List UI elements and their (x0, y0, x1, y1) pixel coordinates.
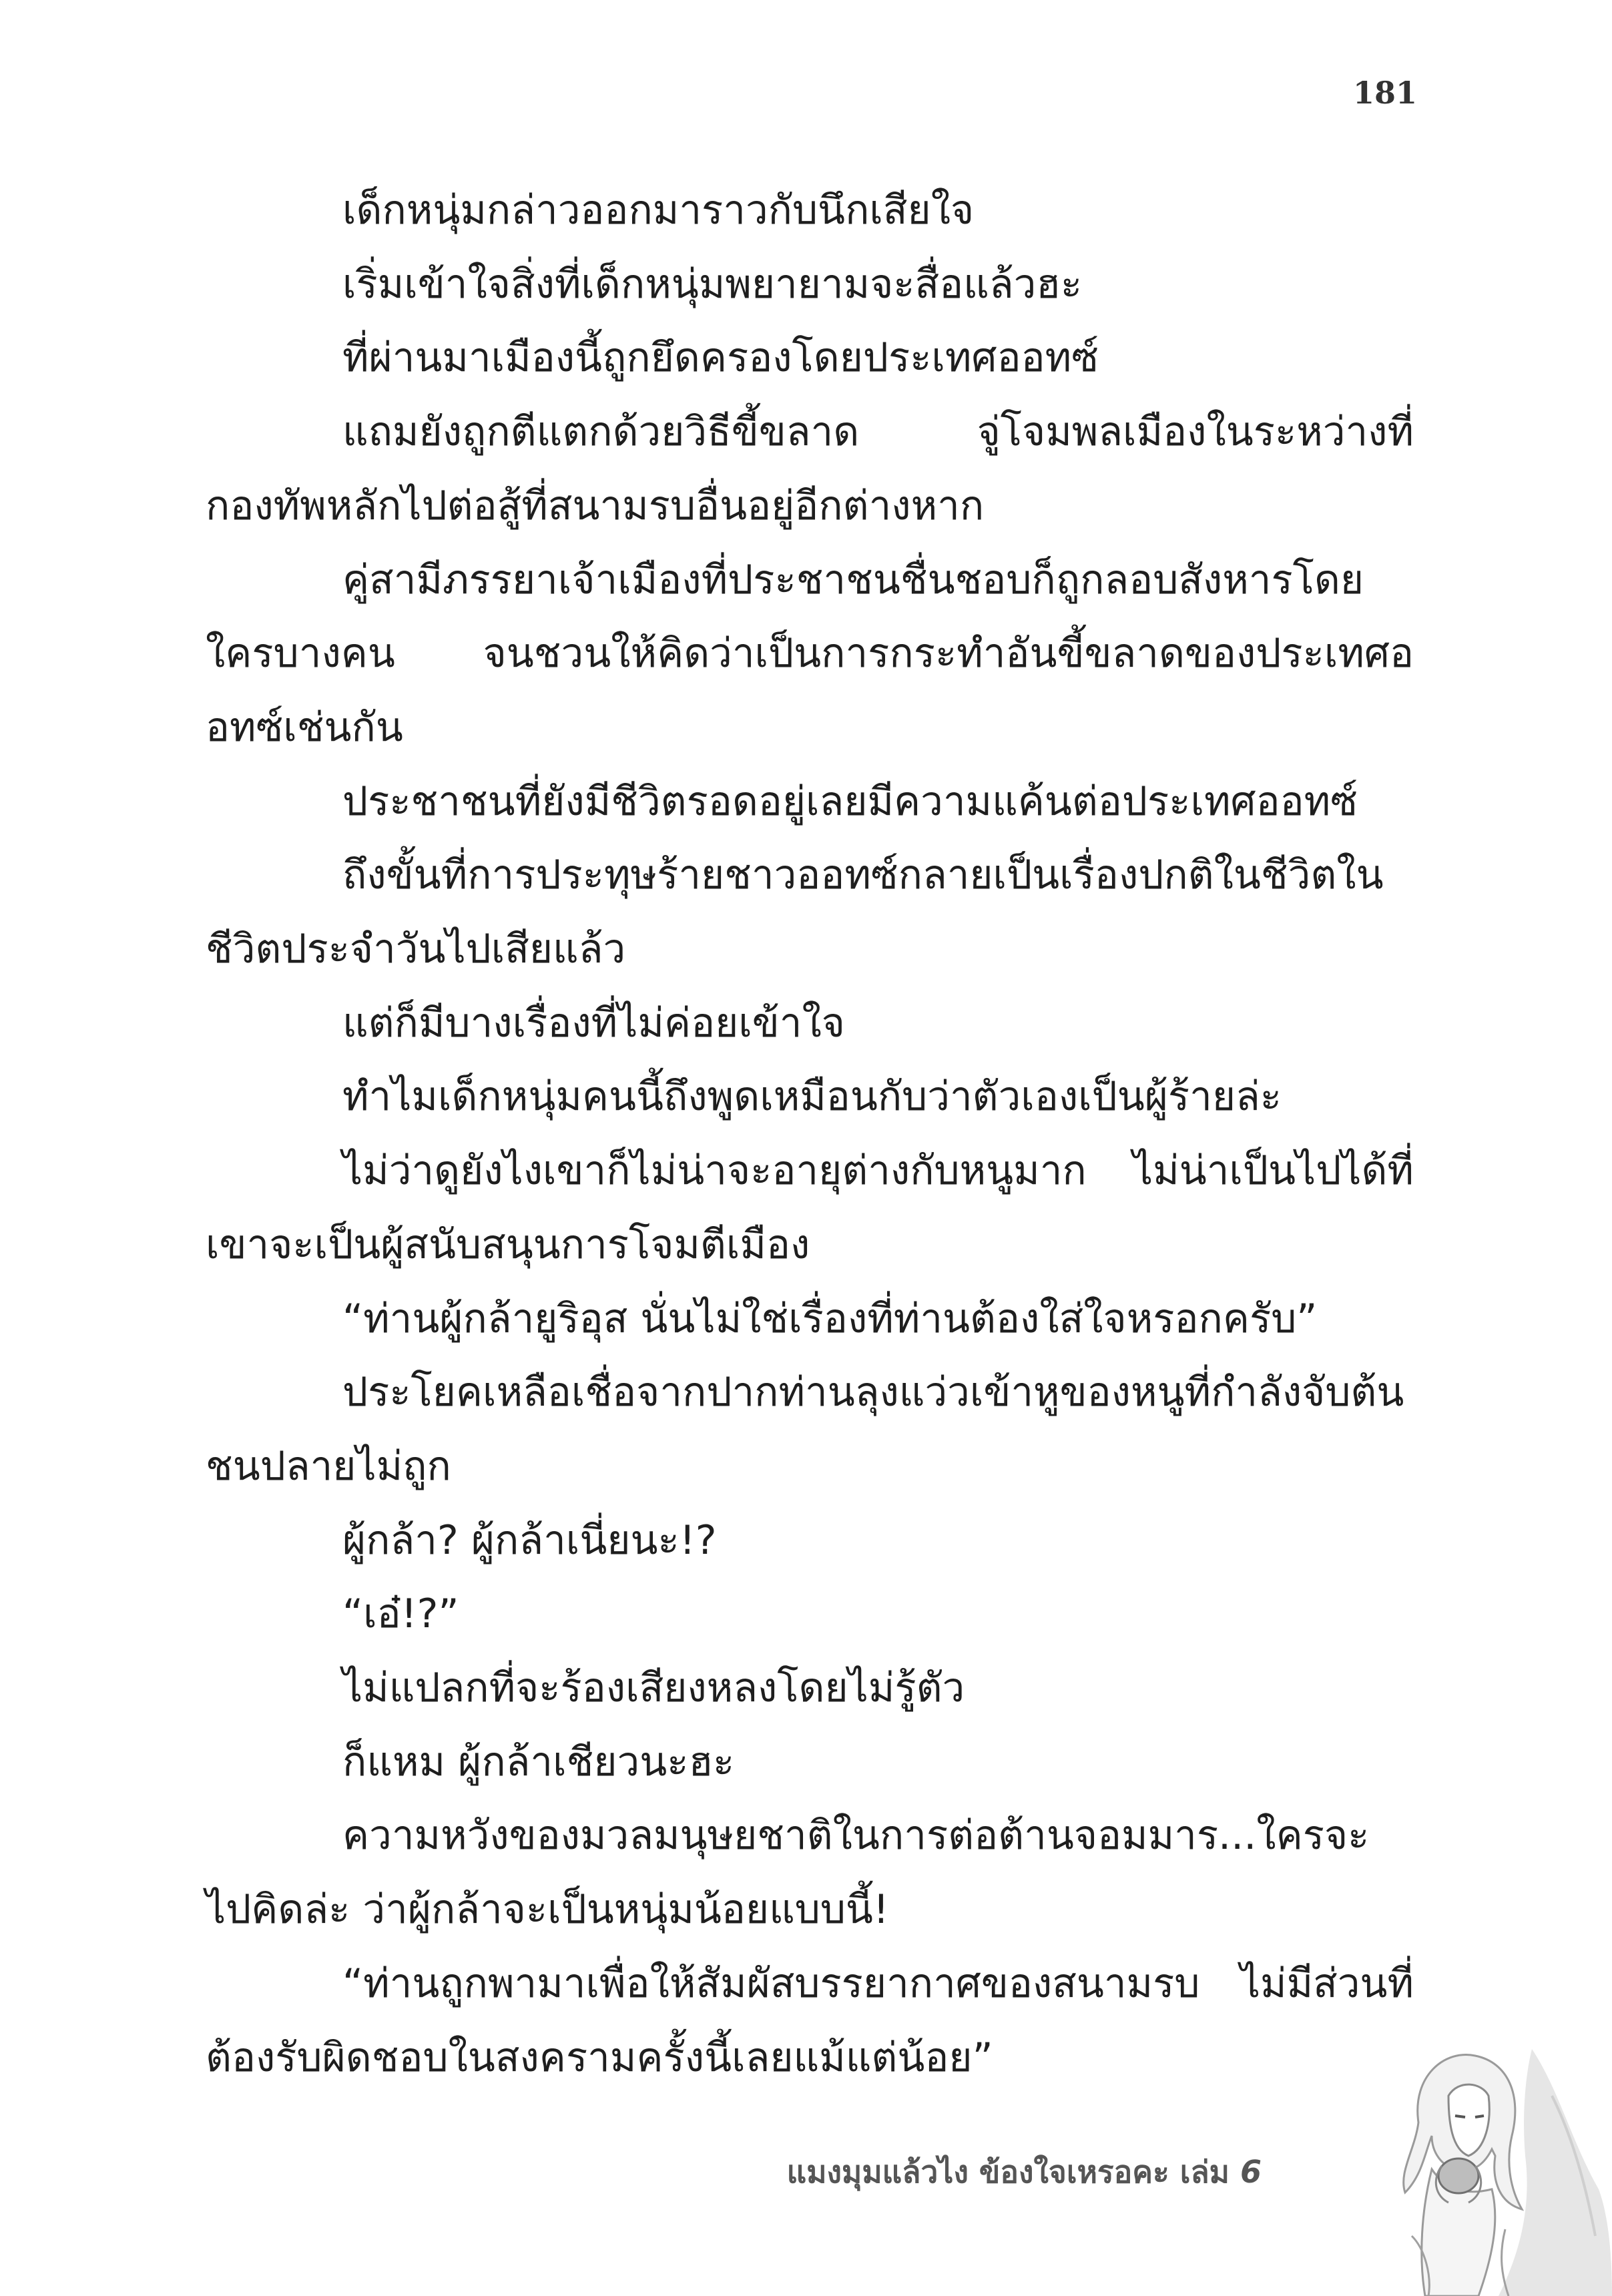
page-number: 181 (1352, 75, 1417, 111)
paragraph: คู่สามีภรรยาเจ้าเมืองที่ประชาชนชื่นชอบก็ถูกลอบสังหารโดยใครบางคน จนชวนให้คิดว่าเป็นการกระทำอันขี้ขลาดของประเทศออทซ์เช่นกัน (206, 556, 1414, 751)
paragraph: ไม่ว่าดูยังไงเขาก็ไม่น่าจะอายุต่างกับหนูมาก ไม่น่าเป็นไปได้ที่เขาจะเป็นผู้สนับสนุนการโจมตีเมือง (206, 1147, 1414, 1268)
paragraph: “ท่านถูกพามาเพื่อให้สัมผัสบรรยากาศของสนามรบ ไม่มีส่วนที่ต้องรับผิดชอบในสงครามครั้งนี้เลยแม้แต่น้อย” (206, 1960, 1414, 2081)
body-text (206, 174, 1414, 2094)
book-title: แมงมุมแล้วไง ข้องใจเหรอคะ เล่ม (786, 2154, 1230, 2190)
paragraph: ก็แหม ผู้กล้าเชียวนะฮะ (342, 1738, 735, 1785)
paragraph: ผู้กล้า? ผู้กล้าเนี่ยนะ!? (342, 1516, 717, 1564)
paragraph: “เอ๋!?” (342, 1591, 459, 1638)
paragraph: เริ่มเข้าใจสิ่งที่เด็กหนุ่มพยายามจะสื่อแล้วฮะ (342, 260, 1083, 308)
volume-number: 6 (1240, 2154, 1262, 2190)
paragraph: “ท่านผู้กล้ายูริอุส นั่นไม่ใช่เรื่องที่ท่านต้องใส่ใจหรอกครับ” (342, 1295, 1318, 1342)
character-illustration (1332, 2036, 1612, 2296)
paragraph: ทำไมเด็กหนุ่มคนนี้ถึงพูดเหมือนกับว่าตัวเองเป็นผู้ร้ายล่ะ (342, 1073, 1282, 1121)
paragraph: ประโยคเหลือเชื่อจากปากท่านลุงแว่วเข้าหูของหนูที่กำลังจับต้นชนปลายไม่ถูก (206, 1369, 1404, 1490)
paragraph: เด็กหนุ่มกล่าวออกมาราวกับนึกเสียใจ (342, 187, 975, 234)
paragraph: แต่ก็มีบางเรื่องที่ไม่ค่อยเข้าใจ (342, 999, 845, 1047)
paragraph: ประชาชนที่ยังมีชีวิตรอดอยู่เลยมีความแค้นต่อประเทศออทซ์ (342, 778, 1358, 825)
paragraph: ไม่แปลกที่จะร้องเสียงหลงโดยไม่รู้ตัว (342, 1665, 965, 1712)
paragraph: ความหวังของมวลมนุษยชาติในการต่อต้านจอมมาร...ใครจะไปคิดล่ะ ว่าผู้กล้าจะเป็นหนุ่มน้อยแบบนี้! (206, 1812, 1370, 1934)
paragraph: แถมยังถูกตีแตกด้วยวิธีขี้ขลาด จู่โจมพลเมืองในระหว่างที่กองทัพหลักไปต่อสู้ที่สนามรบอื่นอยู่อีกต่างหาก (206, 408, 1414, 529)
paragraph: ถึงขั้นที่การประทุษร้ายชาวออทซ์กลายเป็นเรื่องปกติในชีวิตในชีวิตประจำวันไปเสียแล้ว (206, 852, 1384, 973)
running-footer (787, 2148, 1262, 2197)
paragraph: ที่ผ่านมาเมืองนี้ถูกยึดครองโดยประเทศออทซ์ (342, 334, 1099, 382)
